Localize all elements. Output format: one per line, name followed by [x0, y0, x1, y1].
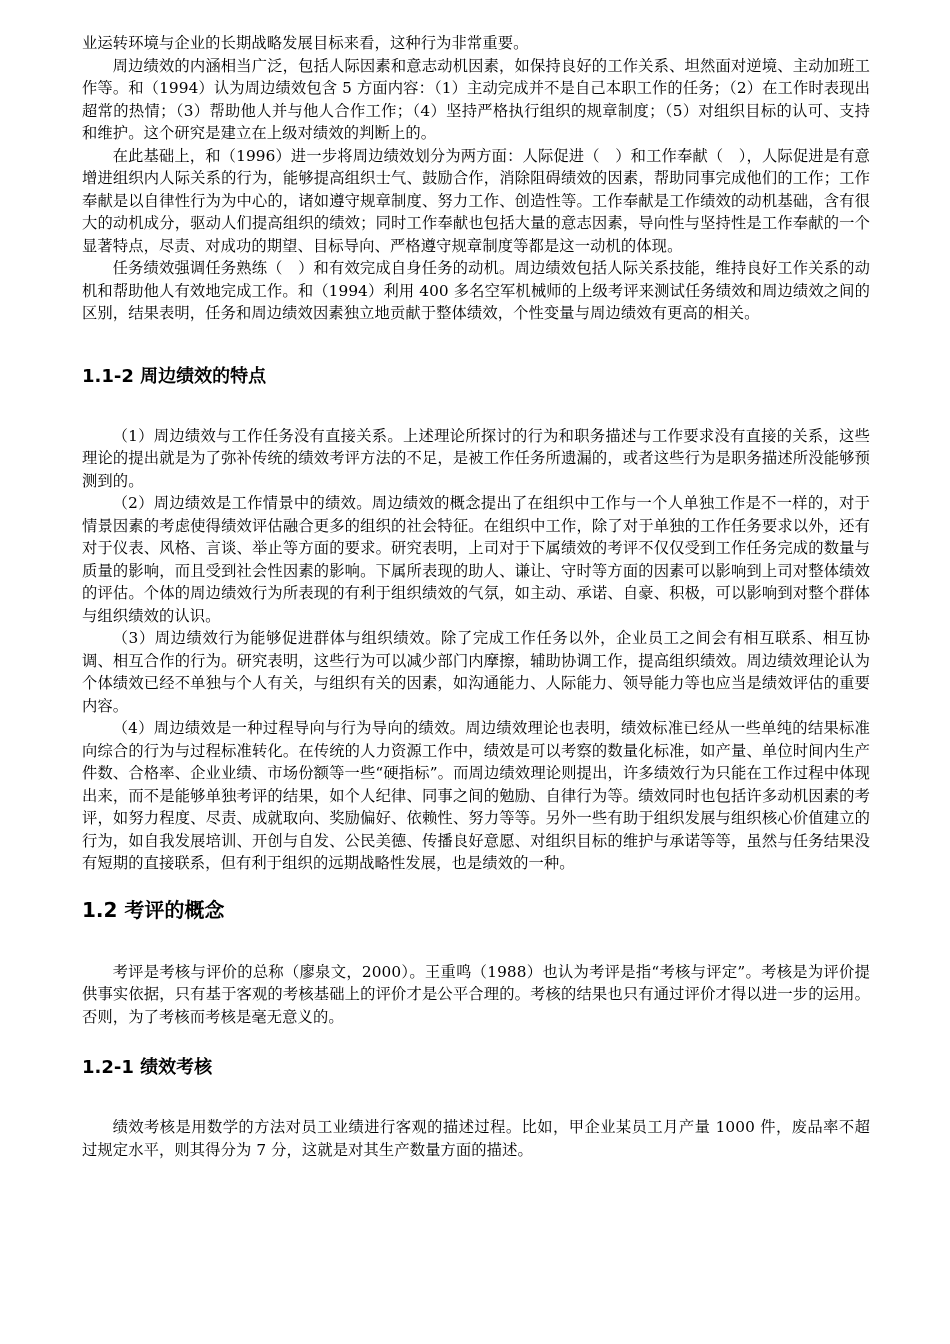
- paragraph-performance-assessment: 绩效考核是用数学的方法对员工业绩进行客观的描述过程。比如，甲企业某员工月产量 1000 件，废品率不超过规定水平，则其得分为 7 分，这就是对其生产数量方面的描述。: [82, 1118, 870, 1159]
- paragraph-feature-4: （4）周边绩效是一种过程导向与行为导向的绩效。周边绩效理论也表明，绩效标准已经从一些单纯的结果标准向综合的行为与过程标准转化。在传统的人力资源工作中，绩效是可以考察的数量化标准，如产量、单位时间内生产件数、合格率、企业业绩、市场份额等一些“硬指标”。而周边绩效理论则提出，许多绩效行为只能在工作过程中体现出来，而不是能够单独考评的结果，如个人纪律、同事之间的勉励、自律行为等。绩效同时也包括许多动机因素的考评，如努力程度、尽责、成就取向、奖励偏好、依赖性、努力等等。另外一些有助于组织发展与组织核心价值建立的行为，如自我发展培训、开创与自发、公民美德、传播良好意愿、对组织目标的维护与承诺等等，虽然与任务结果没有短期的直接联系，但有利于组织的远期战略性发展，也是绩效的一种。: [82, 719, 870, 872]
- document-body: [82, 32, 870, 1161]
- section-heading-1-2: 1.2 考评的概念: [82, 897, 225, 922]
- paragraph-feature-2: （2）周边绩效是工作情景中的绩效。周边绩效的概念提出了在组织中工作与一个人单独工作是不一样的，对于情景因素的考虑使得绩效评估融合更多的组织的社会特征。在组织中工作，除了对于单独的工作任务要求以外，还有对于仪表、风格、言谈、举止等方面的要求。研究表明，上司对于下属绩效的考评不仅仅受到工作任务完成的数量与质量的影响，而且受到社会性因素的影响。下属所表现的助人、谦让、守时等方面的因素可以影响到上司对整体绩效的评估。个体的周边绩效行为所表现的有利于组织绩效的气氛，如主动、承诺、自豪、积极，可以影响到对整个群体与组织绩效的认识。: [82, 494, 870, 625]
- paragraph-task-performance: 任务绩效强调任务熟练（ ）和有效完成自身任务的动机。周边绩效包括人际关系技能，维持良好工作关系的动机和帮助他人有效地完成工作。和（1994）利用 400 多名空军机械师的上级考评来测试任务绩效和周边绩效之间的区别，结果表明，任务和周边绩效因素独立地贡献于整体绩效，个性变量与周边绩效有更高的相关。: [82, 259, 870, 322]
- paragraph-interpersonal-facilitation: 在此基础上，和（1996）进一步将周边绩效划分为两方面：人际促进（ ）和工作奉献（ ），人际促进是有意增进组织内人际关系的行为，能够提高组织士气、鼓励合作，消除阻碍绩效的因素，帮助同事完成他们的工作；工作奉献是以自律性行为为中心的，诸如遵守规章制度、努力工作、创造性等。工作奉献是工作绩效的动机基础，含有很大的动机成分，驱动人们提高组织的绩效；同时工作奉献也包括大量的意志因素，导向性与坚持性是工作奉献的一个显著特点，尽责、对成功的期望、目标导向、严格遵守规章制度等都是这一动机的体现。: [82, 146, 870, 255]
- paragraph-feature-3: （3）周边绩效行为能够促进群体与组织绩效。除了完成工作任务以外，企业员工之间会有相互联系、相互协调、相互合作的行为。研究表明，这些行为可以减少部门内摩擦，辅助协调工作，提高组织绩效。周边绩效理论认为个体绩效已经不单独与个人有关，与组织有关的因素，如沟通能力、人际能力、领导能力等也应当是绩效评估的重要内容。: [82, 629, 870, 715]
- section-heading-1-1-2: 1.1-2 周边绩效的特点: [82, 365, 267, 387]
- section-heading-1-2-1: 1.2-1 绩效考核: [82, 1057, 213, 1078]
- paragraph-feature-1: （1）周边绩效与工作任务没有直接关系。上述理论所探讨的行为和职务描述与工作要求没有直接的关系，这些理论的提出就是为了弥补传统的绩效考评方法的不足，是被工作任务所遗漏的，或者这些行为是职务描述所没能够预测到的。: [82, 426, 870, 490]
- paragraph-intro-continuation: 业运转环境与企业的长期战略发展目标来看，这种行为非常重要。: [82, 34, 529, 52]
- paragraph-appraisal-concept: 考评是考核与评价的总称（廖泉文，2000）。王重鸣（1988）也认为考评是指“考核与评定”。考核是为评价提供事实依据，只有基于客观的考核基础上的评价才是公平合理的。考核的结果也只有通过评价才得以进一步的运用。否则，为了考核而考核是毫无意义的。: [82, 962, 870, 1026]
- paragraph-contextual-performance-scope: 周边绩效的内涵相当广泛，包括人际因素和意志动机因素，如保持良好的工作关系、坦然面对逆境、主动加班工作等。和（1994）认为周边绩效包含 5 方面内容：（1）主动完成并不是自己本职工作的任务；（2）在工作时表现出超常的热情；（3）帮助他人并与他人合作工作；（4）坚持严格执行组织的规章制度；（5）对组织目标的认可、支持和维护。这个研究是建立在上级对绩效的判断上的。: [82, 56, 870, 142]
